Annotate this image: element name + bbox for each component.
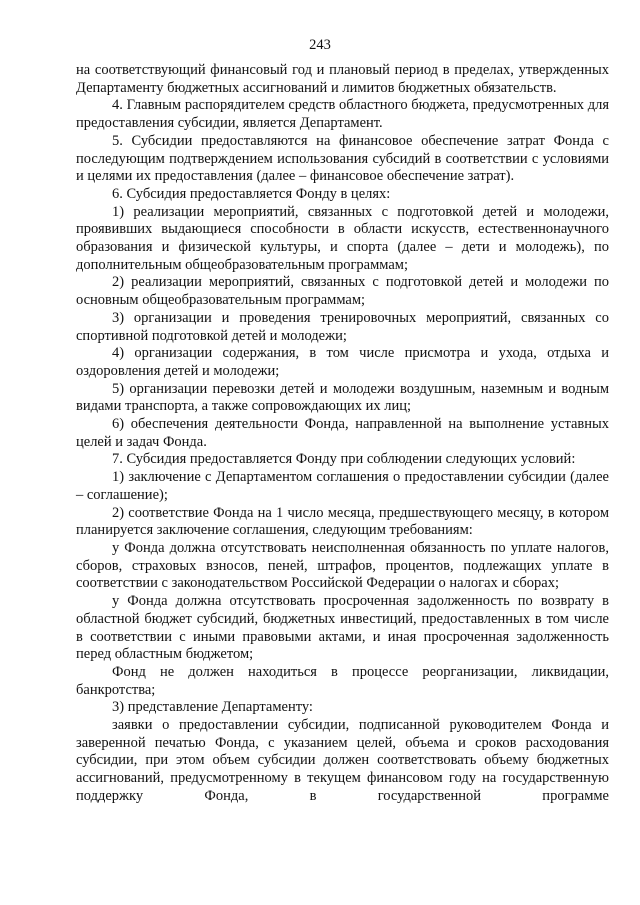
- paragraph: 3) представление Департаменту:: [112, 699, 313, 716]
- paragraph: 4) организации содержания, в том числе присмотра и ухода, отдыха и оздоровления детей и молодежи;: [76, 345, 609, 379]
- page-number: 243: [309, 37, 331, 53]
- paragraph: 2) реализации мероприятий, связанных с подготовкой детей и молодежи по основным общеобразовательным программам;: [76, 274, 609, 309]
- paragraph: 6. Субсидия предоставляется Фонду в целях:: [112, 185, 391, 202]
- paragraph: 7. Субсидия предоставляется Фонду при соблюдении следующих условий:: [112, 451, 576, 468]
- paragraph: у Фонда должна отсутствовать просроченная задолженность по возврату в областной бюджет субсидий, бюджетных инвестиций, предоставленных в том числе в соответствии с иными правовыми актами, и иная просроченная задолженность перед областным бюджетом;: [76, 593, 609, 663]
- paragraph: заявки о предоставлении субсидии, подписанной руководителем Фонда и заверенной печатью Фонда, с указанием целей, объема и сроков расходования субсидии, при этом объем субсидии должен соответствовать объему бюджетных ассигнований, предусмотренному в текущем финансовом году на государственную поддержку Фонда, в государственной программе: [76, 717, 609, 804]
- paragraph: 1) заключение с Департаментом соглашения о предоставлении субсидии (далее – соглашение);: [76, 469, 609, 503]
- paragraph: Фонд не должен находиться в процессе реорганизации, ликвидации, банкротства;: [76, 663, 609, 698]
- paragraph: 2) соответствие Фонда на 1 число месяца, предшествующего месяцу, в котором планируется заключение соглашения, следующим требованиям:: [76, 504, 609, 539]
- paragraph: на соответствующий финансовый год и плановый период в пределах, утвержденных Департаменту бюджетных ассигнований и лимитов бюджетных обязательств.: [76, 62, 609, 96]
- paragraph: у Фонда должна отсутствовать неисполненная обязанность по уплате налогов, сборов, страховых взносов, пеней, штрафов, процентов, подлежащих уплате в соответствии с законодательством Российской Федерации о налогах и сборах;: [76, 539, 609, 592]
- paragraph: 3) организации и проведения тренировочных мероприятий, связанных со спортивной подготовкой детей и молодежи;: [76, 309, 609, 344]
- paragraph: 1) реализации мероприятий, связанных с подготовкой детей и молодежи, проявивших выдающиеся способности в области искусств, естественнонаучного образования и физической культуры, и спорта (далее – дети и молодежь), по дополнительным общеобразовательным программам;: [76, 203, 609, 273]
- document-body: [76, 62, 609, 806]
- paragraph: 5. Субсидии предоставляются на финансовое обеспечение затрат Фонда с последующим подтверждением использования субсидий в соответствии с условиями и целями их предоставления (далее – финансовое обеспечение затрат).: [76, 132, 609, 185]
- paragraph: 4. Главным распорядителем средств областного бюджета, предусмотренных для предоставления субсидии, является Департамент.: [76, 97, 609, 132]
- paragraph: 6) обеспечения деятельности Фонда, направленной на выполнение уставных целей и задач Фонда.: [76, 416, 609, 450]
- paragraph: 5) организации перевозки детей и молодежи воздушным, наземным и водным видами транспорта, а также сопровождающих их лиц;: [76, 380, 609, 415]
